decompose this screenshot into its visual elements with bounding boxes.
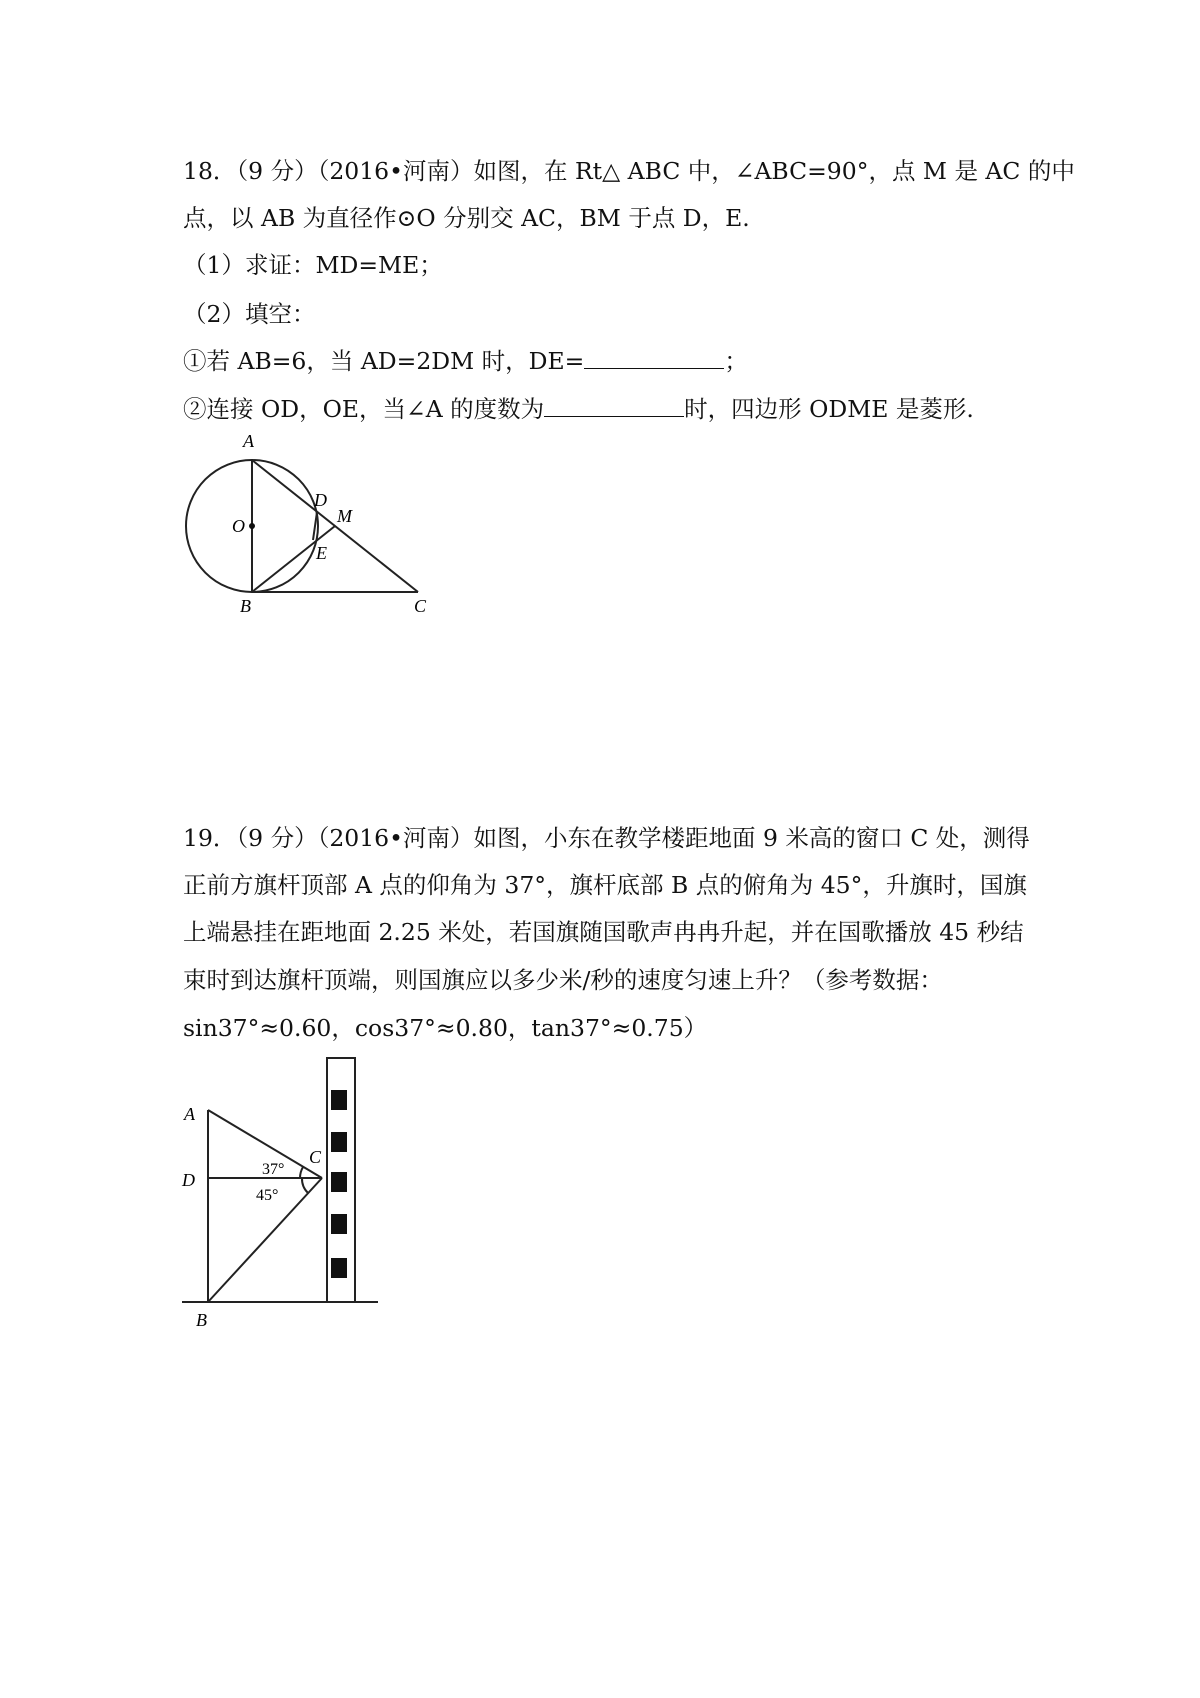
q19-line-1: 19．（9 分）（2016•河南）如图，小东在教学楼距地面 9 米高的窗口 C 处，测得: [183, 824, 1030, 852]
q18-item-1-text: ①若 AB=6，当 AD=2DM 时，DE=: [183, 347, 585, 375]
q18-item-2: [183, 394, 974, 424]
angle-arc-37: [300, 1167, 303, 1178]
building-windows: [331, 1090, 347, 1278]
label-d: D: [182, 1170, 195, 1190]
window: [331, 1214, 347, 1234]
window: [331, 1132, 347, 1152]
q18-item-2-end: 时，四边形 ODME 是菱形.: [684, 395, 974, 423]
label-a: A: [184, 1104, 195, 1124]
q18-part-1: （1）求证：MD=ME；: [183, 251, 443, 279]
angle-45-label: 45°: [256, 1187, 279, 1204]
q18-item-1-end: ；: [724, 347, 748, 375]
label-d: D: [314, 490, 327, 510]
q18-item-1: [183, 346, 748, 376]
label-b: B: [196, 1310, 207, 1330]
q18-part-2: （2）填空：: [183, 300, 316, 328]
center-point-o: [249, 523, 255, 529]
q18-line-1: 18．（9 分）（2016•河南）如图，在 Rt△ ABC 中，∠ABC=90°，点 M 是 AC 的中: [183, 157, 1075, 185]
angle-arc-45: [302, 1178, 308, 1193]
label-a: A: [243, 431, 254, 451]
label-m: M: [337, 506, 352, 526]
q19-line-2: 正前方旗杆顶部 A 点的仰角为 37°，旗杆底部 B 点的俯角为 45°，升旗时，国旗: [183, 871, 1027, 899]
window: [331, 1172, 347, 1192]
label-o: O: [232, 516, 245, 536]
window: [331, 1258, 347, 1278]
q18-item-2-text: ②连接 OD，OE，当∠A 的度数为: [183, 395, 545, 423]
q19-figure: [170, 1050, 390, 1330]
q19-line-4: 束时到达旗杆顶端，则国旗应以多少米/秒的速度匀速上升？（参考数据：: [183, 966, 943, 994]
label-e: E: [316, 543, 327, 563]
q19-line-5: sin37°≈0.60，cos37°≈0.80，tan37°≈0.75）: [183, 1014, 708, 1042]
label-c: C: [309, 1147, 322, 1167]
q19-line-3: 上端悬挂在距地面 2.25 米处，若国旗随国歌声冉冉升起，并在国歌播放 45 秒结: [183, 918, 1024, 946]
window: [331, 1090, 347, 1110]
answer-blank-2[interactable]: [544, 394, 684, 417]
label-b: B: [240, 596, 251, 616]
q18-figure: [170, 430, 440, 620]
angle-37-label: 37°: [262, 1161, 285, 1178]
q18-line-2: 点，以 AB 为直径作⊙O 分别交 AC，BM 于点 D，E.: [183, 204, 750, 232]
answer-blank-1[interactable]: [584, 346, 724, 369]
label-c: C: [414, 596, 427, 616]
